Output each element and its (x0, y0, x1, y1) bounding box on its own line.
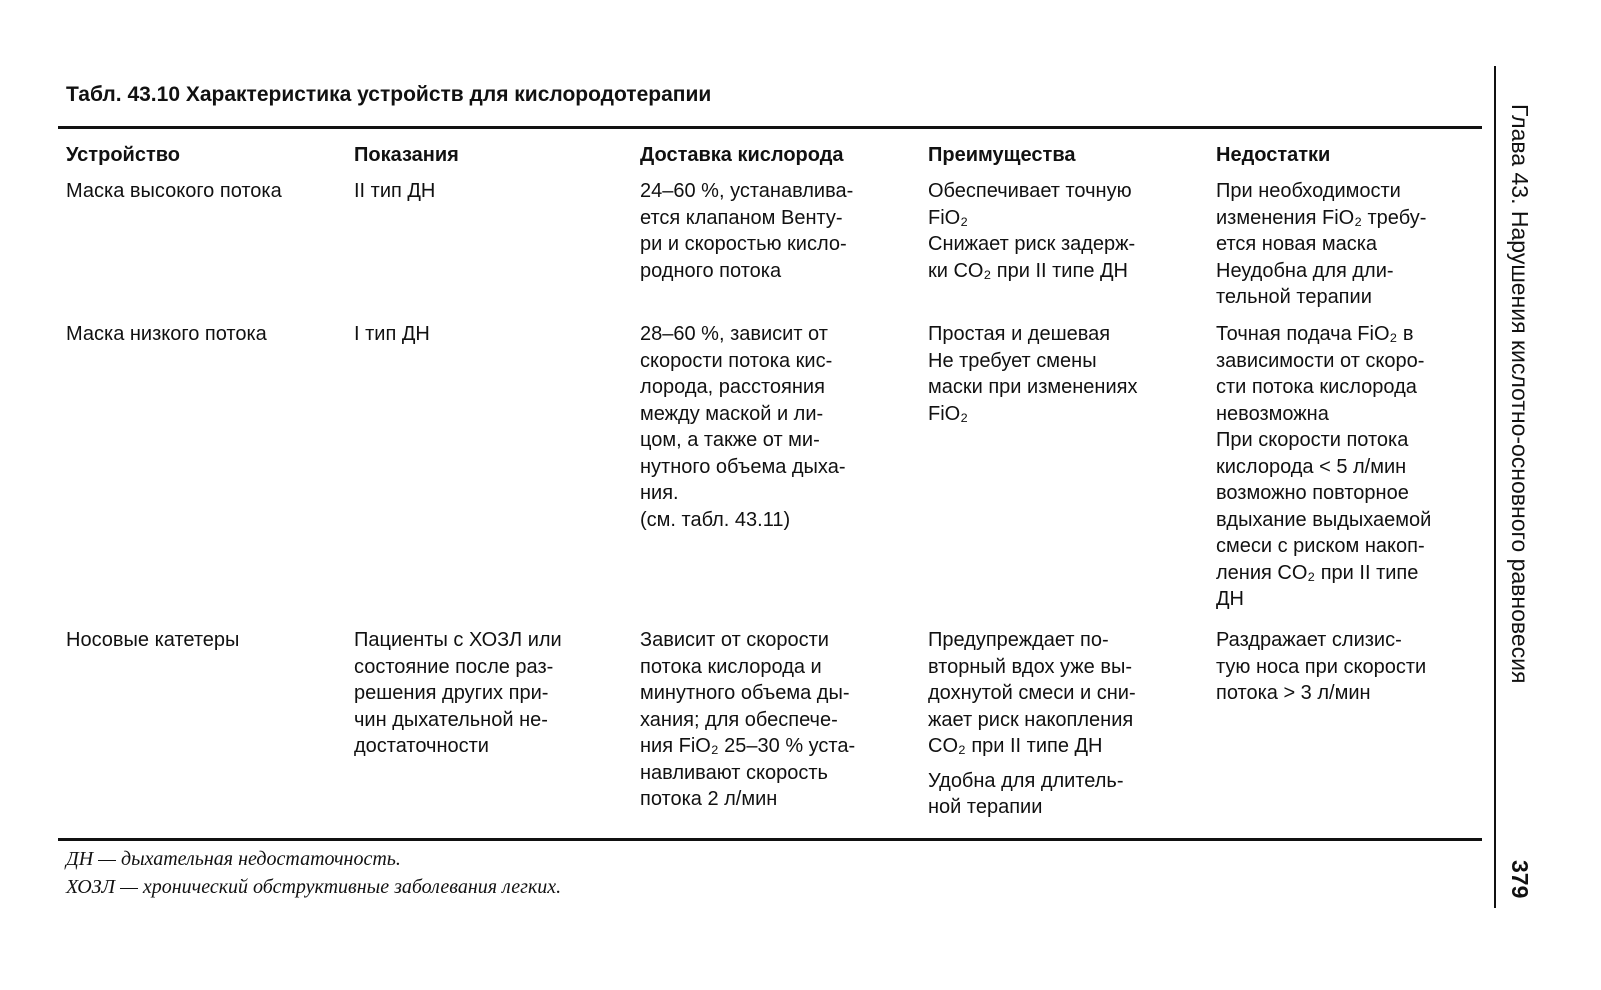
text-line: дохнутой смеси и сни- (928, 682, 1136, 704)
footnotes (66, 845, 561, 901)
text-line: FiO₂ (928, 402, 968, 425)
footnote: ХОЗЛ — хронический обструктивные заболевания легких. (66, 876, 562, 898)
text-line: Маска высокого потока (66, 180, 282, 202)
text-line: I тип ДН (354, 323, 430, 345)
row-2-indications (354, 321, 430, 348)
text-line: достаточности (354, 735, 489, 757)
text-line: (см. табл. 43.11) (640, 508, 791, 531)
table-bottom-rule (58, 838, 1482, 841)
text-line: тельной терапии (1216, 286, 1372, 308)
text-line: родного потока (640, 259, 782, 282)
footnote: ДН — дыхательная недостаточность. (66, 848, 401, 870)
table-top-rule (58, 126, 1482, 129)
text-line: Неудобна для дли- (1216, 259, 1394, 282)
row-3-disadvantages (1216, 627, 1426, 707)
row-2-delivery (640, 321, 845, 533)
text-line: кислорода < 5 л/мин (1216, 455, 1407, 478)
text-line: При необходимости (1216, 180, 1401, 202)
text-line: смеси с риском накоп- (1216, 535, 1425, 557)
row-1-disadvantages (1216, 178, 1426, 311)
text-line: вдыхание выдыхаемой (1216, 508, 1432, 531)
text-line: ной терапии (928, 796, 1043, 818)
text-line: изменения FiO₂ требу- (1216, 206, 1427, 229)
text-line: Предупреждает по- (928, 629, 1109, 651)
text-line: Снижает риск задерж- (928, 233, 1136, 255)
row-2-device (66, 321, 267, 348)
row-3-advantages (928, 627, 1136, 821)
text-line: При скорости потока (1216, 429, 1409, 451)
text-line: Обеспечивает точную (928, 180, 1132, 202)
row-1-indications (354, 178, 435, 205)
sidebar-rule (1494, 66, 1496, 908)
row-1-advantages (928, 178, 1135, 284)
text-line: вторный вдох уже вы- (928, 655, 1132, 678)
text-line: ления CO₂ при II типе (1216, 561, 1419, 584)
text-line: II тип ДН (354, 180, 436, 202)
text-line: невозможна (1216, 402, 1329, 425)
row-3-indications (354, 627, 562, 760)
page-number: 379 (1507, 860, 1533, 899)
text-line: Маска низкого потока (66, 323, 267, 345)
text-line: Носовые катетеры (66, 629, 240, 651)
text-line: Раздражает слизис- (1216, 629, 1402, 651)
text-line: решения других при- (354, 682, 549, 704)
row-2-disadvantages (1216, 321, 1431, 613)
text-line: Зависит от скорости (640, 629, 829, 651)
row-2-advantages (928, 321, 1137, 427)
row-3-device (66, 627, 239, 654)
text-line: зависимости от скоро- (1216, 349, 1425, 372)
text-line: маски при изменениях (928, 376, 1138, 398)
text-line: тую носа при скорости (1216, 655, 1427, 678)
text-line: ния. (640, 482, 679, 504)
table-title: Табл. 43.10 Характеристика устройств для кислородотерапии (66, 83, 712, 106)
text-line: FiO₂ (928, 206, 968, 229)
text-line: Пациенты с ХОЗЛ или (354, 629, 562, 651)
text-line: Точная подача FiO₂ в (1216, 323, 1414, 345)
text-line: лорода, расстояния (640, 376, 825, 398)
text-line: нутного объема дыха- (640, 455, 846, 478)
text-line: хания; для обеспече- (640, 708, 838, 731)
text-line: ния FiO₂ 25–30 % уста- (640, 735, 856, 757)
text-line: потока 2 л/мин (640, 788, 778, 810)
text-line: возможно повторное (1216, 482, 1409, 504)
header-delivery: Доставка кислорода (640, 144, 844, 166)
text-line: ДН (1216, 588, 1244, 610)
text-line: потока > 3 л/мин (1216, 682, 1371, 704)
text-line: навливают скорость (640, 761, 828, 784)
text-line: сти потока кислорода (1216, 376, 1417, 398)
text-line: потока кислорода и (640, 655, 822, 678)
header-device: Устройство (66, 144, 180, 166)
text-line: Не требует смены (928, 349, 1097, 372)
text-line: состояние после раз- (354, 655, 554, 678)
text-line: чин дыхательной не- (354, 708, 548, 731)
text-line: между маской и ли- (640, 402, 824, 425)
text-line: ри и скоростью кисло- (640, 233, 847, 255)
text-line: CO₂ при II типе ДН (928, 735, 1103, 757)
row-1-delivery (640, 178, 853, 284)
header-indications: Показания (354, 144, 459, 166)
chapter-title: Глава 43. Нарушения кислотно-основного равновесия (1507, 104, 1533, 684)
text-line: минутного объема ды- (640, 682, 850, 704)
text-line: Простая и дешевая (928, 323, 1111, 345)
header-advantages: Преимущества (928, 144, 1076, 166)
row-1-device (66, 178, 282, 205)
text-line: цом, а также от ми- (640, 429, 820, 451)
text-line: ки CO₂ при II типе ДН (928, 259, 1128, 282)
text-line: 28–60 %, зависит от (640, 323, 828, 345)
header-disadvantages: Недостатки (1216, 144, 1331, 166)
row-3-delivery (640, 627, 855, 813)
text-line: ется клапаном Венту- (640, 206, 843, 229)
text-line: жает риск накопления (928, 708, 1134, 731)
text-line: 24–60 %, устанавлива- (640, 180, 854, 202)
text-line: Удобна для длитель- (928, 769, 1124, 792)
text-line: ется новая маска (1216, 233, 1378, 255)
text-line: скорости потока кис- (640, 349, 833, 372)
